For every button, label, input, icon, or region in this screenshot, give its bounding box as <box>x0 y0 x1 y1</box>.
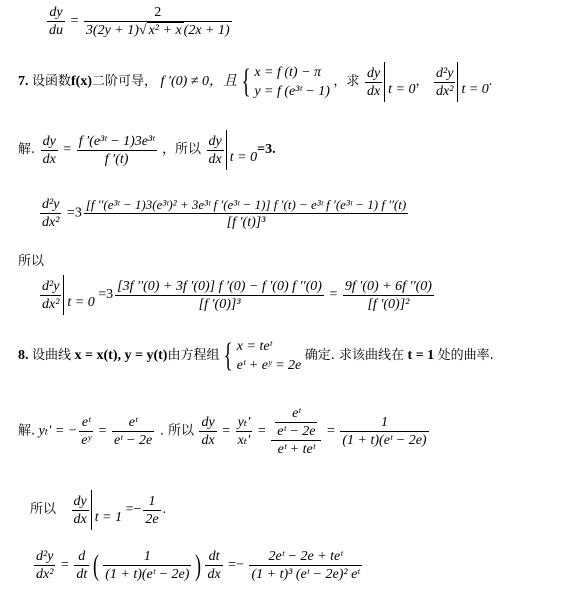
d2-den: [f ′(t)]³ <box>84 213 408 231</box>
p8-text_d: 处的曲率. <box>437 348 494 364</box>
p7-sep: ， <box>415 74 429 90</box>
fraction <box>271 405 321 458</box>
sym-dx2: dx² <box>42 215 60 230</box>
p7-at: t = 0 <box>457 62 488 102</box>
brace: { <box>223 337 233 374</box>
fraction <box>340 414 428 449</box>
p7-text_a: 设函数 <box>32 74 72 90</box>
p8-text_b: 由方程组 <box>167 348 220 364</box>
system-7 <box>254 63 330 101</box>
brace: { <box>241 63 251 100</box>
final-inner_d: (1 + t)(eᵗ − 2e) <box>105 567 190 582</box>
top-den_b: (2x + 1) <box>183 23 230 38</box>
sol8-f2n: eᵗ <box>128 415 138 430</box>
second-derivative-7 <box>38 196 410 231</box>
sol7-at: t = 0 <box>226 130 257 170</box>
sym-minus: − <box>236 557 244 573</box>
d2at-den1: [f ′(0)]³ <box>115 295 324 313</box>
d2at-coef: 3 <box>106 287 114 303</box>
sym-eq: = <box>70 13 79 29</box>
sym-dy: dy <box>73 493 87 509</box>
suoyi-2 <box>30 490 166 530</box>
sym-eq: = <box>329 287 338 303</box>
p8-sys1: x = teᵗ <box>236 339 272 354</box>
fraction <box>205 548 222 583</box>
fraction <box>249 548 361 583</box>
paren: ) <box>195 548 202 582</box>
paren: ( <box>93 548 100 582</box>
sol8-f4nn: eᵗ <box>292 406 301 421</box>
sol7-result: =3. <box>257 142 276 158</box>
sym-eq: = <box>63 142 72 158</box>
sym-dx2: dx² <box>42 296 60 312</box>
fraction <box>236 414 253 449</box>
p7-number: 7. <box>18 74 29 90</box>
sol7-label: 解. <box>18 142 36 158</box>
sym-dt: dt <box>208 549 220 564</box>
sol7-num: f ′(e³ᵗ − 1)3e³ᵗ <box>78 133 155 149</box>
p8-text_a: 设曲线 <box>32 348 72 364</box>
suoyi2-text: 所以 <box>30 502 57 518</box>
sym-d2y: d²y <box>36 549 54 564</box>
fraction <box>103 548 191 583</box>
final-second-derivative <box>32 548 364 583</box>
sol8-f2d: eᵗ − 2e <box>113 433 153 448</box>
sym-dy: dy <box>201 415 215 430</box>
sol7-den: f ′(t) <box>77 150 157 168</box>
sol8-f5n: 1 <box>380 415 388 430</box>
sol8-f4nd: eᵗ − 2e <box>277 424 316 439</box>
sym-d2y: d²y <box>42 197 60 212</box>
d2-num: [f ′′(e³ᵗ − 1)3(e³ᵗ)² + 3e³ᵗ f ′(e³ᵗ − 1)] f ′(t) − e³ᵗ f ′(e³ᵗ − 1) f ′′(t) <box>85 197 407 212</box>
fraction <box>40 196 61 231</box>
d2at-den2: [f ′(0)]² <box>343 295 434 313</box>
suoyi2-at: t = 1 <box>91 490 122 530</box>
sol8-f3d: xₜ′ <box>237 433 251 448</box>
sym-d: d <box>78 549 86 564</box>
p7-end: . <box>488 74 493 90</box>
p8-curve: x = x(t), y = y(t) <box>74 348 168 364</box>
sol8-lhs: yₜ′ = − <box>38 423 78 439</box>
sol8-f3n: yₜ′ <box>237 415 251 430</box>
sol7-text: ，所以 <box>162 142 202 158</box>
sym-du: du <box>49 23 63 38</box>
suoyi2-end: . <box>162 502 167 518</box>
sym-eq: = <box>66 205 75 221</box>
sym-eq: = <box>60 557 69 573</box>
frac-top-rhs: $\frac{2}{\text{3(2y + 1)√ x² + x (2x + 1)}}$ <box>85 5 230 38</box>
suoyi2-val_d: 2e <box>145 511 159 527</box>
sym-eq: = <box>98 287 107 303</box>
top-den_a: 3(2y + 1) <box>85 23 139 38</box>
sym-dy: dy <box>49 5 63 20</box>
p8-number: 8. <box>18 348 29 364</box>
solution-8 <box>18 405 431 458</box>
p8-text_c: 确定. 求该曲线在 <box>304 348 405 364</box>
suoyi-1: 所以 <box>18 254 45 269</box>
sym-eq: = <box>222 423 231 439</box>
fraction <box>207 133 224 168</box>
sym-dx: dx <box>207 567 221 582</box>
final-num: 2eᵗ − 2e + teᵗ <box>268 549 343 564</box>
sym-d2y: d²y <box>42 278 60 294</box>
p7-at: t = 0 <box>384 62 415 102</box>
final-inner_n: 1 <box>143 549 151 564</box>
d2at-num1: [3f ′′(0) + 3f ′(0)] f ′(0) − f ′(0) f ′′(0) <box>117 278 322 294</box>
sym-eq: = <box>326 423 335 439</box>
fraction <box>77 133 157 168</box>
fraction <box>74 548 89 583</box>
p7-sys1: x = f (t) − π <box>254 65 322 80</box>
sym-dx: dx <box>208 151 222 167</box>
sol8-label: 解. <box>18 423 36 439</box>
p7-sys2: y = f (e³ᵗ − 1) <box>254 84 330 99</box>
fraction <box>40 278 61 313</box>
p8-t1: t = 1 <box>407 348 435 364</box>
sym-dy: dy <box>208 133 222 149</box>
sym-dx: dx <box>42 151 56 167</box>
fraction <box>79 414 93 449</box>
p7-cond: f ′(0) ≠ 0，且 <box>160 74 237 90</box>
sym-dx2: dx² <box>436 83 454 99</box>
sym-dy: dy <box>366 65 381 81</box>
sym-dx: dx <box>73 511 87 527</box>
p8-sys2: eᵗ + eʸ = 2e <box>236 358 302 373</box>
fraction <box>84 196 408 231</box>
second-derivative-at-0 <box>38 275 436 315</box>
sym-minus: − <box>133 502 142 518</box>
fraction <box>275 405 317 440</box>
d2at-num2: 9f ′(0) + 6f ′′(0) <box>344 278 432 294</box>
fraction <box>72 493 89 528</box>
system-8 <box>237 337 301 375</box>
fraction <box>199 414 216 449</box>
d2at-at: t = 0 <box>63 275 94 315</box>
sym-eq: = <box>257 423 266 439</box>
sym-dy: dy <box>42 133 56 149</box>
d2-coef: 3 <box>74 205 82 221</box>
frac-dy-du <box>47 4 65 39</box>
sym-dx2: dx² <box>36 567 54 582</box>
top-num: 2 <box>154 5 162 20</box>
p7-text_b: 二阶可导， <box>92 74 158 90</box>
fraction <box>34 548 55 583</box>
problem-7 <box>18 62 492 102</box>
problem-8 <box>18 337 494 375</box>
eq-dy-du <box>45 4 234 39</box>
sym-dt: dt <box>76 567 88 582</box>
sym-dx: dx <box>201 433 215 448</box>
fraction <box>112 414 154 449</box>
sol8-f4d: eᵗ + teᵗ <box>271 440 321 458</box>
p7-text_c: ，求 <box>333 74 360 90</box>
top-den_radicand: x² + x <box>148 23 182 38</box>
fraction <box>343 278 434 313</box>
suoyi2-val_n: 1 <box>148 493 156 509</box>
solution-7 <box>18 130 276 170</box>
fraction <box>434 65 455 100</box>
sym-eq: = <box>125 502 134 518</box>
sym-eq: = <box>228 557 237 573</box>
sol8-f1d: eʸ <box>81 433 92 448</box>
sol8-f5d: (1 + t)(eᵗ − 2e) <box>342 433 427 448</box>
final-den: (1 + t)³ (eᵗ − 2e)² eᵗ <box>251 567 360 582</box>
sol8-f1n: eᵗ <box>81 415 91 430</box>
sym-dx: dx <box>366 83 381 99</box>
fraction <box>115 278 324 313</box>
fraction <box>143 493 160 528</box>
sym-d2y: d²y <box>436 65 454 81</box>
p7-fx: f(x) <box>71 74 93 90</box>
sol8-text: . 所以 <box>159 423 194 439</box>
fraction <box>365 65 382 100</box>
fraction <box>41 133 58 168</box>
sym-eq: = <box>98 423 107 439</box>
